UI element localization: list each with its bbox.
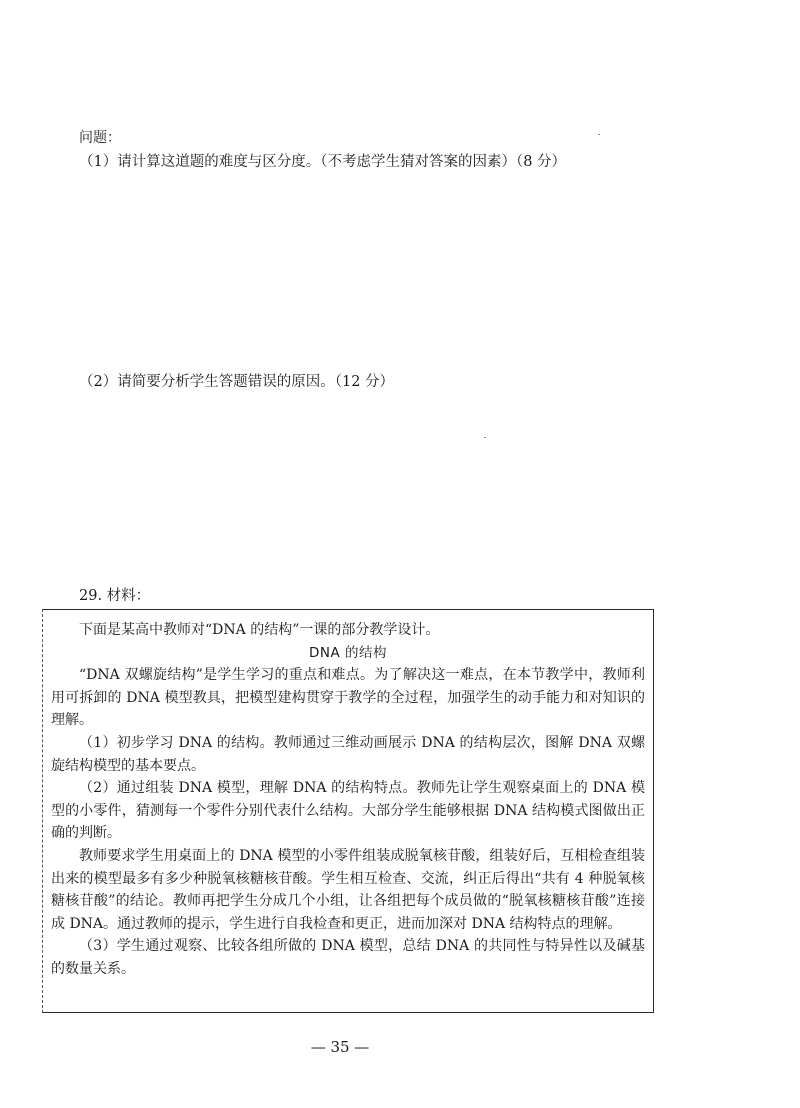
material-paragraph: 教师要求学生用桌面上的 DNA 模型的小零件组装成脱氧核苷酸，组装好后，互相检查组装出来的模型最多有多少种脱氧核糖核苷酸。学生相互检查、交流，纠正后得出“共有 4 种脱氧核糖核苷酸”的结论。教师再把学生分成几个小组，让各组把每个成员做的“脱氧核糖核苷酸”连接成 DNA。通过教师的提示，学生进行自我检查和更正，进而加深对 DNA 结构特点的理解。 — [51, 847, 645, 932]
material-paragraph: （2）通过组装 DNA 模型，理解 DNA 的结构特点。教师先让学生观察桌面上的 DNA 模型的小零件，猜测每一个零件分别代表什么结构。大部分学生能够根据 DNA 结构模式图做出正确的判断。 — [51, 780, 645, 842]
material-paragraph: （1）初步学习 DNA 的结构。教师通过三维动画展示 DNA 的结构层次，图解 DNA 双螺旋结构模型的基本要点。 — [51, 734, 645, 774]
material-box — [42, 609, 654, 1013]
questions-heading: 问题： — [79, 130, 121, 146]
page-number: — 35 — — [310, 1038, 370, 1056]
question-2: （2）请简要分析学生答题错误的原因。（12 分） — [79, 374, 395, 390]
scan-speck — [484, 437, 486, 438]
material-paragraph: “DNA 双螺旋结构”是学生学习的重点和难点。为了解决这一难点，在本节教学中，教师利用可拆卸的 DNA 模型教具，把模型建构贯穿于教学的全过程，加强学生的动手能力和对知识的理解。 — [51, 667, 645, 729]
scan-speck — [598, 134, 600, 135]
question-29-label: 29. 材料： — [79, 588, 151, 604]
material-content — [51, 619, 645, 1006]
question-1: （1）请计算这道题的难度与区分度。（不考虑学生猜对答案的因素）（8 分） — [79, 154, 567, 170]
material-paragraph: （3）学生通过观察、比较各组所做的 DNA 模型，总结 DNA 的共同性与特异性以及碱基的数量关系。 — [51, 938, 645, 977]
lesson-title: DNA 的结构 — [308, 644, 388, 661]
material-intro: 下面是某高中教师对“DNA 的结构”一课的部分教学设计。 — [79, 622, 440, 638]
